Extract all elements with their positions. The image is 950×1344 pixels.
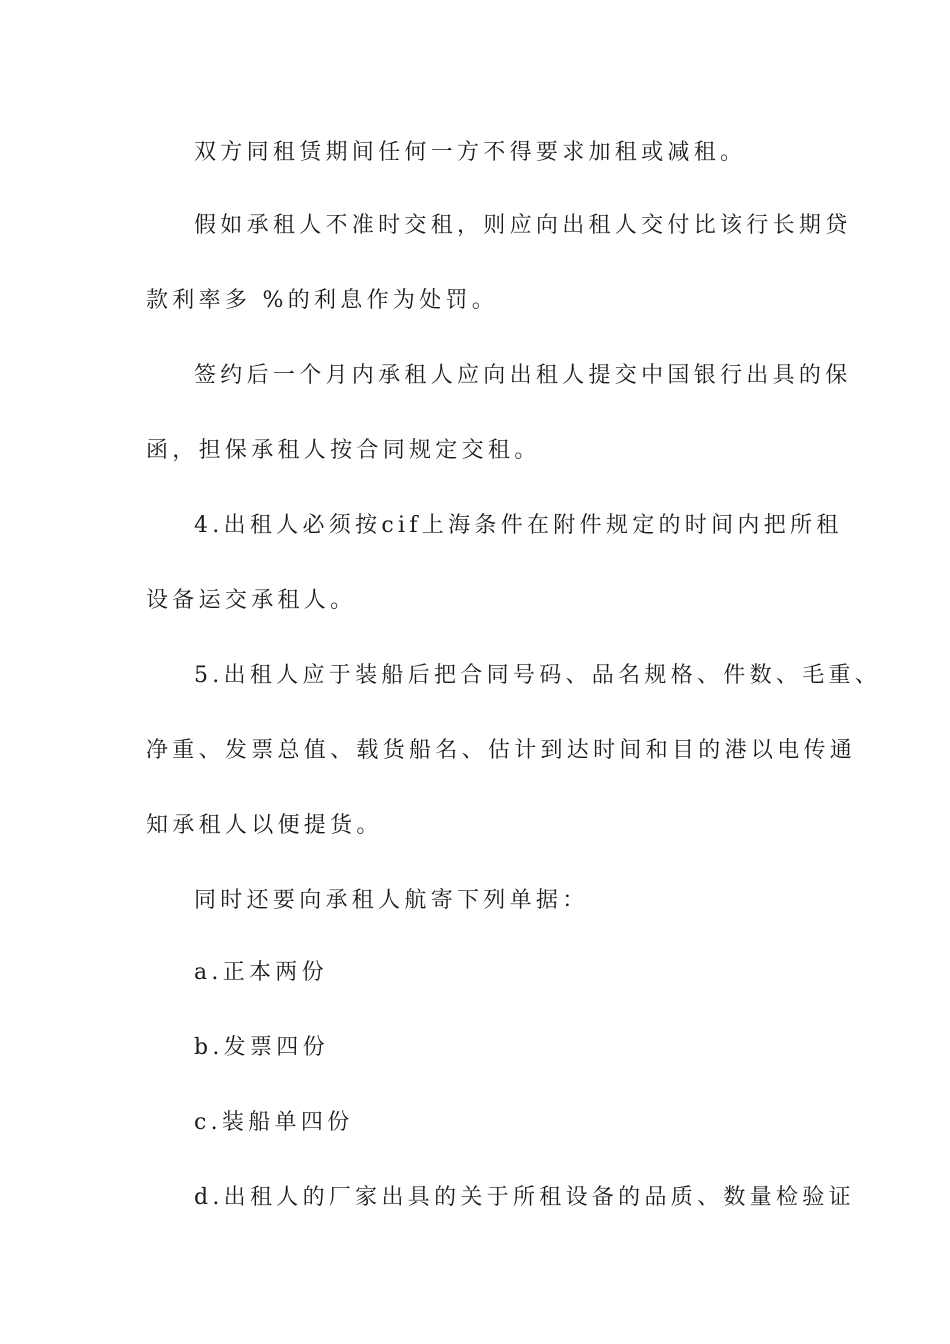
clause-5-line-2: 净重、发票总值、载货船名、估计到达时间和目的港以电传通 xyxy=(146,738,857,763)
paragraph-late-payment-line-2: 款利率多 %的利息作为处罚。 xyxy=(146,288,499,313)
paragraph-rent-adjustment: 双方同租赁期间任何一方不得要求加租或减租。 xyxy=(194,140,747,165)
clause-4-line-2: 设备运交承租人。 xyxy=(146,588,357,613)
list-item-b: b.发票四份 xyxy=(194,1035,329,1060)
paragraph-late-payment-line-1: 假如承租人不准时交租，则应向出租人交付比该行长期贷 xyxy=(194,213,852,238)
clause-4-line-1: 4.出租人必须按cif上海条件在附件规定的时间内把所租 xyxy=(194,513,843,538)
list-item-c: c.装船单四份 xyxy=(194,1110,354,1135)
paragraph-guarantee-line-2: 函，担保承租人按合同规定交租。 xyxy=(146,438,541,463)
list-item-a: a.正本两份 xyxy=(194,960,328,985)
clause-5-line-3: 知承租人以便提货。 xyxy=(146,813,383,838)
clause-5-line-1: 5.出租人应于装船后把合同号码、品名规格、件数、毛重、 xyxy=(194,663,882,688)
documents-intro: 同时还要向承租人航寄下列单据： xyxy=(194,888,589,913)
list-item-d: d.出租人的厂家出具的关于所租设备的品质、数量检验证 xyxy=(194,1185,855,1210)
paragraph-guarantee-line-1: 签约后一个月内承租人应向出租人提交中国银行出具的保 xyxy=(194,363,852,388)
